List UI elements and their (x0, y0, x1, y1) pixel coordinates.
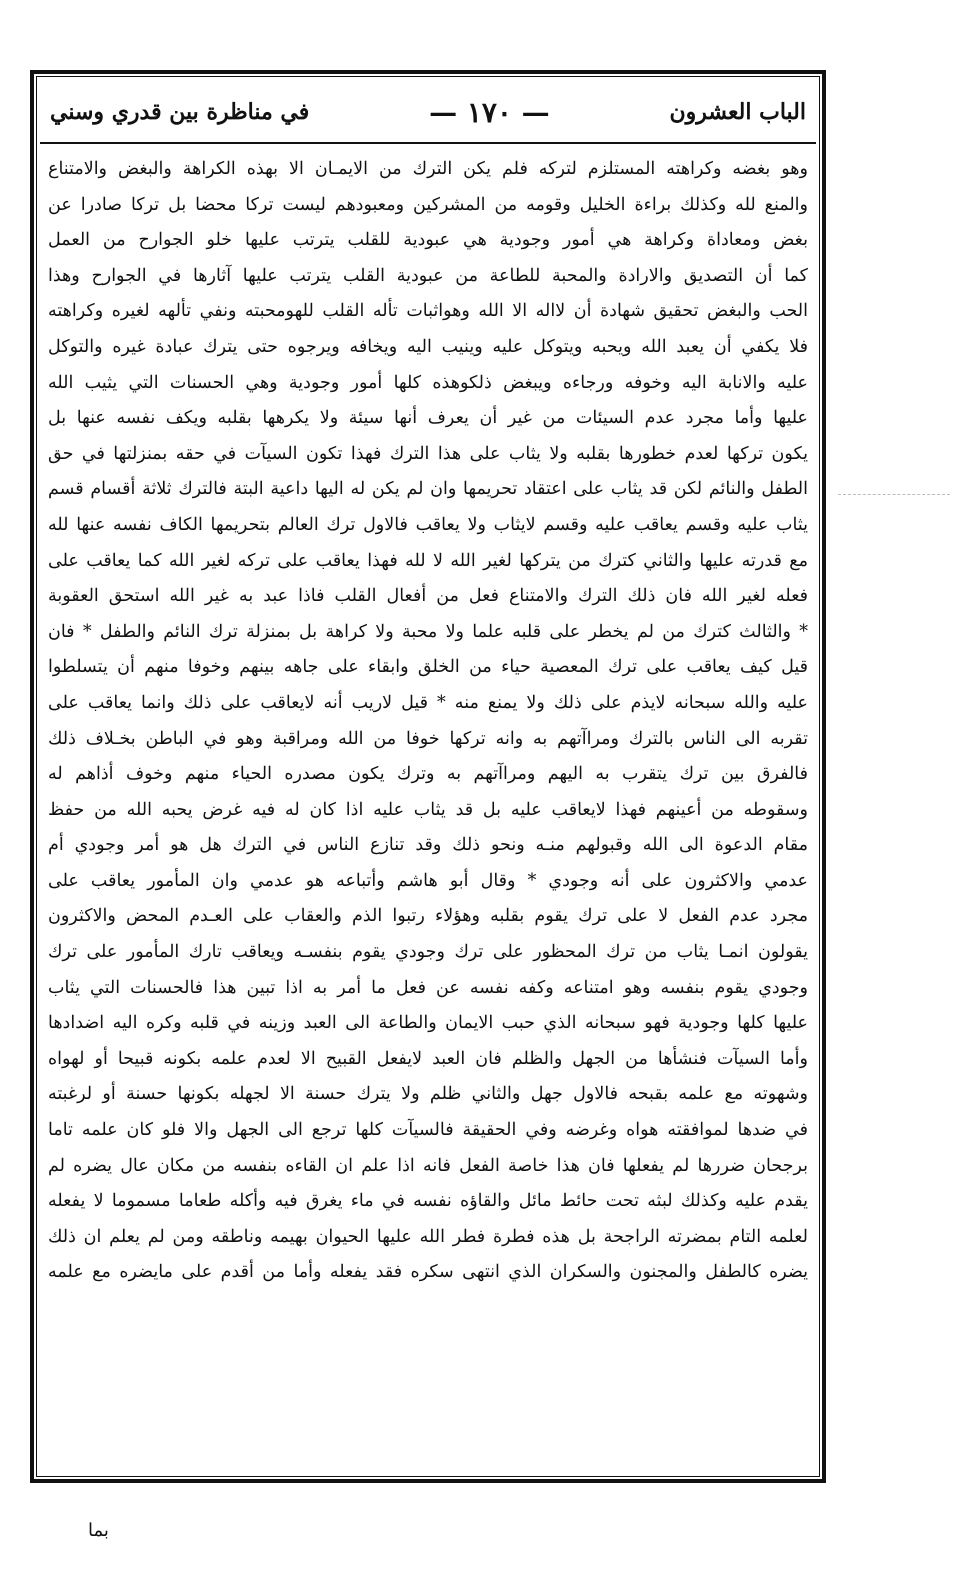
text-line: تقربه الى الناس بالترك ومراآتهم به وانه تركها خوفا من الله ومراقبة وهو في الباطن بخـلاف ذلك (48, 728, 808, 749)
text-line: يضره كالطفل والمجنون والسكران الذي انتهى سكره فقد يفعله وأما من أقدم على مايضره مع علمه (48, 1262, 808, 1283)
text-line: عليها كلها وجودية فهو سبحانه الذي حبب الايمان والطاعة الى العبد وزينه في قلبه وكره اليه اضدادها (48, 1013, 808, 1034)
text-line: وجودي يقوم بنفسه وهو امتناعه وكفه نفسه عن فعل ما أمر به اذا تبين هذا فالحسنات التي يثاب (48, 977, 808, 998)
text-line: فعله لغير الله فان ذلك الترك والامتناع فعل من أفعال القلب فاذا عبد به غير الله استحق العقوبة (48, 586, 808, 607)
text-line: فلا يكفي أن يعبد الله ويحبه ويتوكل عليه وينيب اليه ويخافه ويرجوه حتى يترك عبادة غيره والتوكل (48, 336, 808, 357)
text-line: كما أن التصديق والارادة والمحبة للطاعة من عبودية القلب يترتب عليها آثارها في الجوارح وهذا (48, 265, 808, 286)
text-line: عليه والله سبحانه لايذم على ذلك ولا يمنع منه * قيل لاريب أنه لايعاقب على ذلك وانما يعاقب على (48, 692, 808, 713)
text-line: الحب والبغض تحقيق شهادة أن لااله الا الله وهواثبات تأله القلب للهومحبته ونفي تألهه لغيره وكراهته (48, 301, 808, 322)
text-line: بغض ومعاداة وكراهة هي أمور وجودية هي عبودية للقلب يترتب عليها خلو الجوارح من العمل (48, 230, 808, 251)
text-line: الطفل والنائم لكن قد يثاب على اعتقاد تحريمها وان لم يكن له اليها داعية البتة فالترك ثلاثة أقسام قسم (48, 479, 808, 500)
text-line: في ضدها لموافقته هواه وغرضه وفي الحقيقة فالسيآت كلها ترجع الى الجهل والا فلو كان علمه تاما (48, 1120, 808, 1141)
text-line: يثاب عليه وقسم يعاقب عليه وقسم لايثاب ولا يعاقب فالاول ترك العالم بتحريمها الكاف نفسه عنها لله (48, 514, 808, 535)
body-text (48, 152, 808, 1472)
text-line: برجحان ضررها لم يفعلها فان هذا خاصة الفعل فانه اذا علم ان القاءه بنفسه من مكان عال يضره لم (48, 1155, 808, 1176)
page-number: — ١٧٠ — (429, 95, 550, 129)
text-line: مقام الدعوة الى الله وقبولهم منـه ونحو ذلك وقد تنازع الناس في الترك هل هو أمر وجودي أم (48, 835, 808, 856)
text-line: عليه والانابة اليه وخوفه ورجاءه ويبغض ذلكوهذه كلها أمور وجودية وهي الحسنات التي يثيب الله (48, 372, 808, 393)
chapter-title: الباب العشرون (669, 99, 806, 125)
text-line: يقدم عليه وكذلك لبثه تحت حائط مائل والقاؤه نفسه في ماء يغرق فيه وأكله طعاما مسموما لا يفعله (48, 1191, 808, 1212)
text-line: مجرد عدم الفعل لا على ترك يقوم بقلبه وهؤلاء رتبوا الذم والعقاب على العـدم المحض والاكثرون (48, 906, 808, 927)
text-line: مع قدرته عليها والثاني كترك من يتركها لغير الله لا لله فهذا يعاقب على تركه لغير الله كما يعاقب على (48, 550, 808, 571)
text-line: والمنع لله وكذلك براءة الخليل وقومه من المشركين ومعبودهم ليست تركا محضا بل تركا صادرا عن (48, 194, 808, 215)
catchword: بما (88, 1520, 109, 1541)
text-line: يقولون انمـا يثاب من ترك المحظور على ترك وجودي يقوم بنفسـه ويعاقب تارك المأمور على ترك (48, 942, 808, 963)
text-line: يكون تركها لعدم خطورها بقلبه ولا يثاب على هذا الترك فهذا تكون السيآت في حقه بمنزلتها في حق (48, 443, 808, 464)
text-line: وهو بغضه وكراهته المستلزم لتركه فلم يكن الترك من الايمـان الا بهذه الكراهة والبغض والامتناع (48, 159, 808, 179)
header-rule (40, 142, 816, 144)
running-header (40, 84, 816, 140)
text-line: عدمي والاكثرون على أنه وجودي * وقال أبو هاشم وأتباعه هو عدمي وان المأمور يعاقب على (48, 870, 808, 891)
text-line: وشهوته مع علمه بقبحه فالاول جهل والثاني ظلم ولا يترك حسنة الا لجهله بكونها حسنة أو لرغبته (48, 1084, 808, 1105)
text-line: لعلمه التام بمضرته الراجحة بل هذه فطرة فطر الله عليها الحيوان بهيمه وناطقه ومن لم يعلم ان ذلك (48, 1226, 808, 1247)
text-line: فالفرق بين ترك يتقرب به اليهم ومراآتهم به وترك يكون مصدره الحياء منهم وخوف أذاهم له (48, 764, 808, 785)
text-line: وأما السيآت فنشأها من الجهل والظلم فان العبد لايفعل القبيح الا لعدم علمه بكونه قبيحا أو لهواه (48, 1048, 808, 1069)
text-line: عليها وأما مجرد عدم السيئات من غير أن يعرف أنها سيئة ولا يكرهها بقلبه ويكف نفسه عنها بل (48, 408, 808, 429)
text-line: * والثالث كترك من لم يخطر على قلبه علما ولا محبة ولا كراهة بل بمنزلة ترك النائم والطفل * فان (48, 621, 808, 642)
section-title: في مناظرة بين قدري وسني (50, 99, 310, 125)
text-line: قيل كيف يعاقب على ترك المعصية حياء من الخلق وابقاء على جاهه بينهم وخوفا منهم أن يتسلطوا (48, 657, 808, 678)
text-line: وسقوطه من أعينهم فهذا لايعاقب عليه بل قد يثاب عليه اذا كان له فيه غرض يحبه الله من حفظ (48, 799, 808, 820)
margin-mark (838, 494, 950, 495)
